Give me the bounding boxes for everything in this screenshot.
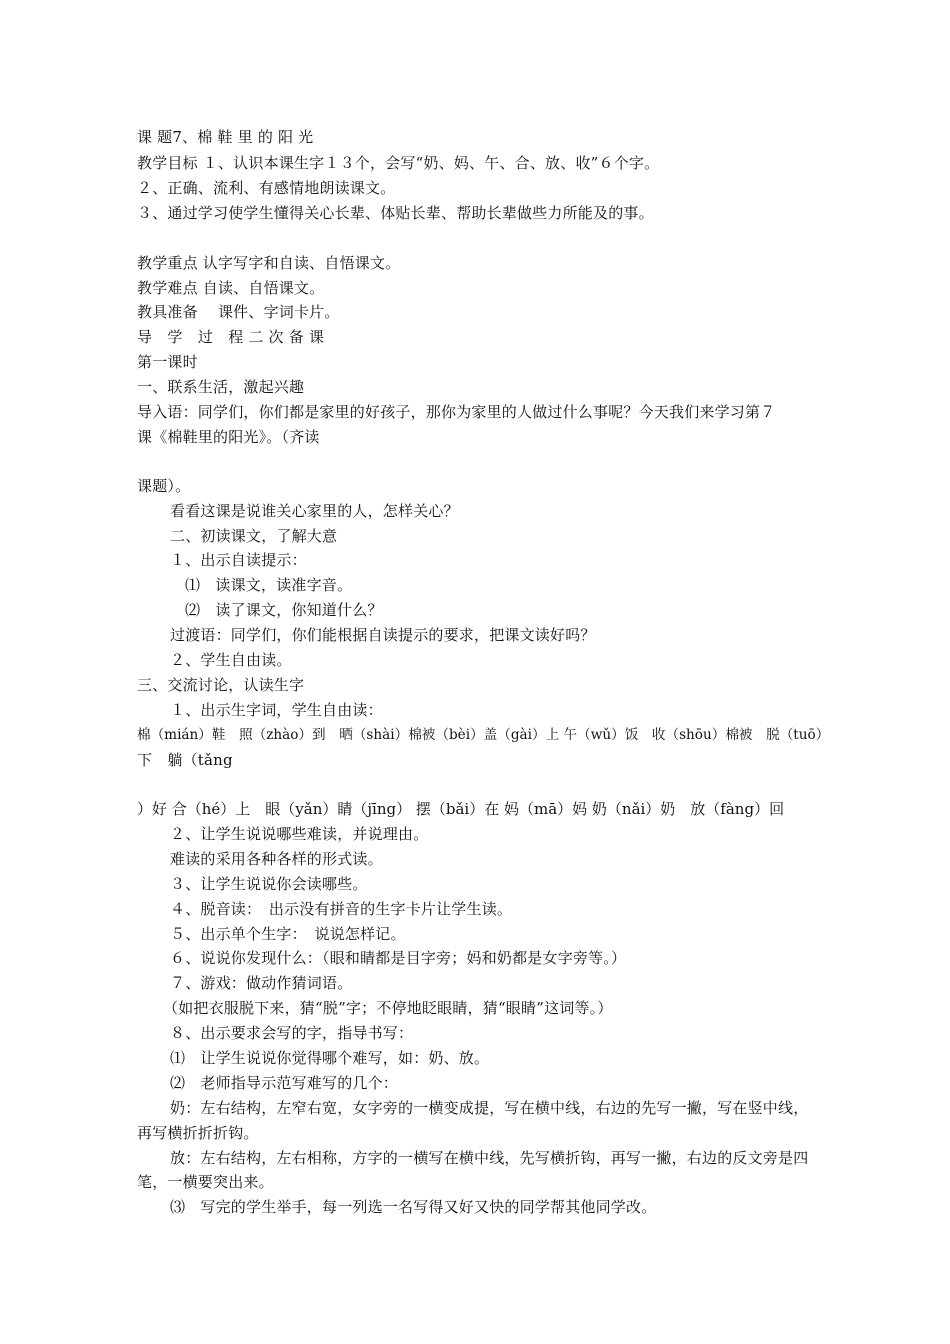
intro-line-2: 课《棉鞋里的阳光》。（齐读 — [137, 428, 320, 446]
paragraph: 看看这课是说谁关心家里的人，怎样关心？ — [170, 502, 459, 520]
list-item: ４、脱音读： 出示没有拼音的生字卡片让学生读。 — [170, 900, 513, 918]
objective-1: 教学目标 １、认识本课生字１３个，会写“奶、妈、午、合、放、收”６个字。 — [137, 154, 660, 172]
section-2-heading: 二、初读课文，了解大意 — [170, 527, 338, 545]
lesson-title: 课 题7、棉 鞋 里 的 阳 光 — [137, 128, 314, 146]
pinyin-line-1: 棉（mián）鞋 照（zhào）到 晒（shài）棉被（bèi）盖（gài）上 午（wǔ）饭 收（shōu）棉被 脱（tuō） — [137, 727, 830, 743]
list-item: １、出示生字词，学生自由读： — [170, 701, 383, 719]
list-item: ３、让学生说说你会读哪些。 — [170, 875, 368, 893]
section-1-heading: 一、联系生活，激起兴趣 — [137, 378, 305, 396]
paragraph: 再写横折折折钩。 — [137, 1124, 259, 1142]
first-lesson: 第一课时 — [137, 353, 198, 371]
teaching-aids: 教具准备 课件、字词卡片。 — [137, 303, 340, 321]
paragraph: 奶：左右结构，左窄右宽，女字旁的一横变成提，写在横中线，右边的先写一撇，写在竖中线， — [170, 1099, 809, 1117]
paragraph: 难读的采用各种各样的形式读。 — [170, 850, 383, 868]
paragraph: （如把衣服脱下来，猜“脱”字；不停地眨眼睛，猜“眼睛”这词等。） — [163, 999, 613, 1017]
list-item: ２、学生自由读。 — [170, 651, 292, 669]
list-item: ５、出示单个生字： 说说怎样记。 — [170, 925, 406, 943]
list-item: ⑶ 写完的学生举手，每一列选一名写得又好又快的同学帮其他同学改。 — [170, 1198, 657, 1216]
intro-line-1: 导入语：同学们，你们都是家里的好孩子，那你为家里的人做过什么事呢？今天我们来学习第７ — [137, 403, 776, 421]
intro-line-3: 课题）。 — [137, 477, 191, 495]
objective-2: ２、正确、流利、有感情地朗读课文。 — [137, 179, 396, 197]
section-3-heading: 三、交流讨论，认读生字 — [137, 676, 305, 694]
list-item: ⑴ 读课文，读准字音。 — [185, 576, 353, 594]
list-item: １、出示自读提示： — [170, 551, 307, 569]
list-item: ⑴ 让学生说说你觉得哪个难写，如：奶、放。 — [170, 1049, 490, 1067]
paragraph: 放：左右结构，左右相称，方字的一横写在横中线，先写横折钩，再写一撇，右边的反文旁是四 — [170, 1149, 809, 1167]
list-item: ６、说说你发现什么：（眼和睛都是目字旁；妈和奶都是女字旁等。） — [170, 949, 627, 967]
list-item: ⑵ 老师指导示范写难写的几个： — [170, 1074, 399, 1092]
pinyin-line-2: 下 躺（tǎng — [137, 751, 233, 769]
objective-3: ３、通过学习使学生懂得关心长辈、体贴长辈、帮助长辈做些力所能及的事。 — [137, 204, 654, 222]
difficult-points: 教学难点 自读、自悟课文。 — [137, 279, 325, 297]
paragraph: 过渡语：同学们，你们能根据自读提示的要求，把课文读好吗？ — [170, 626, 596, 644]
key-points: 教学重点 认字写字和自读、自悟课文。 — [137, 254, 401, 272]
paragraph: 笔，一横要突出来。 — [137, 1173, 274, 1191]
list-item: ８、出示要求会写的字，指导书写： — [170, 1024, 414, 1042]
list-item: ７、游戏：做动作猜词语。 — [170, 974, 353, 992]
pinyin-line-3: ）好 合（hé）上 眼（yǎn）睛（jīng） 摆（bǎi）在 妈（mā）妈 奶（nǎi）奶 放（fàng）回 — [137, 800, 785, 818]
process-heading: 导 学 过 程 二 次 备 课 — [137, 328, 325, 346]
list-item: ２、让学生说说哪些难读，并说理由。 — [170, 825, 429, 843]
list-item: ⑵ 读了课文，你知道什么？ — [185, 601, 383, 619]
